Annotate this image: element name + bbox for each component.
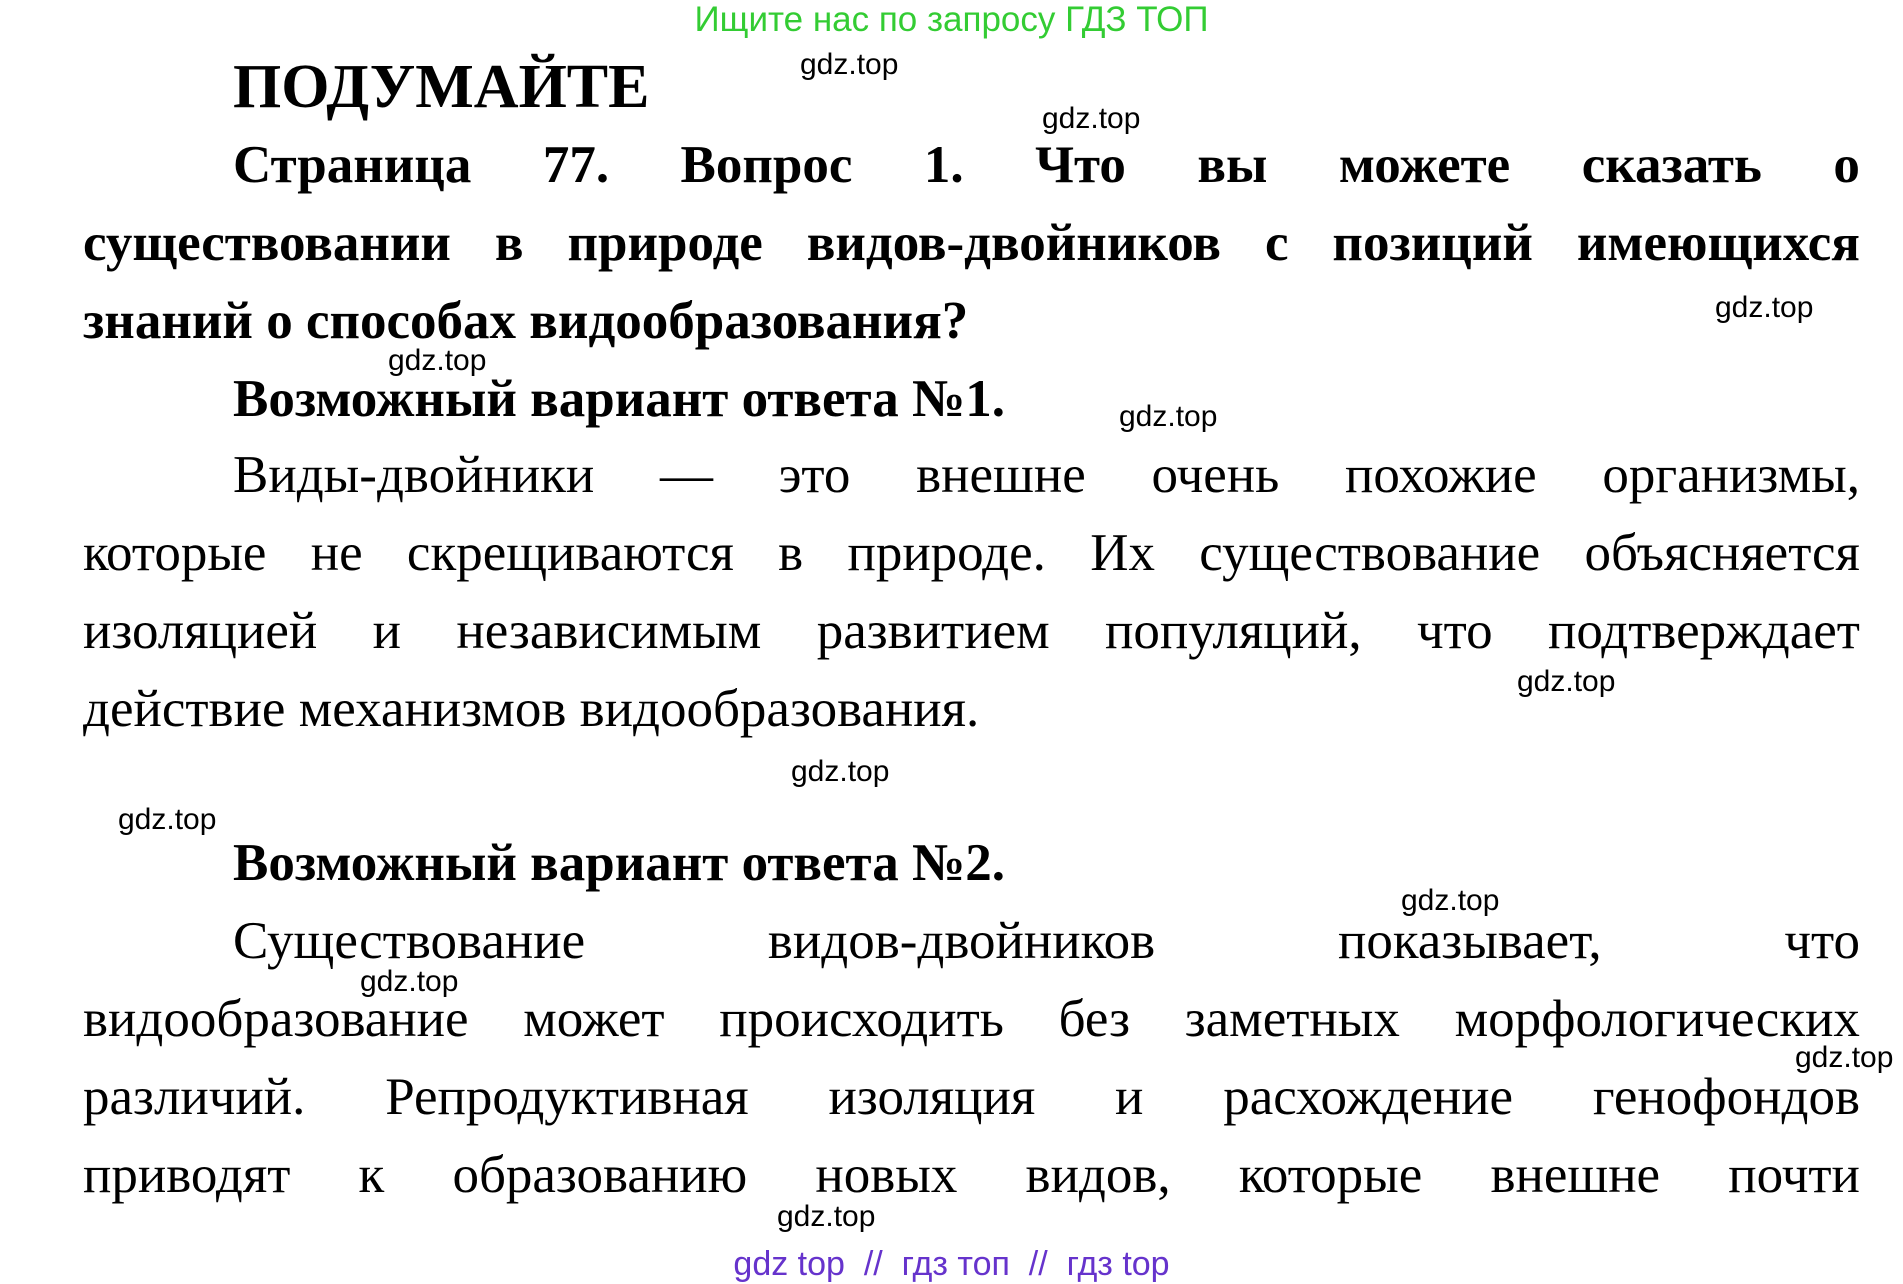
answer-2-line-3 (83, 1062, 1860, 1132)
word: Вопрос (680, 136, 853, 194)
watermark: gdz.top (1715, 291, 1814, 324)
watermark: gdz.top (800, 48, 899, 81)
word: Репродуктивная (385, 1068, 749, 1126)
word: новых (815, 1146, 958, 1204)
word: похожие (1344, 446, 1537, 504)
word: природе (567, 214, 763, 272)
word: независимым (456, 602, 762, 660)
answer-2-title: Возможный вариант ответа №2. (233, 834, 1005, 892)
word: образованию (452, 1146, 748, 1204)
word: это (778, 446, 851, 504)
word: сказать (1581, 136, 1762, 194)
word: Что (1035, 136, 1126, 194)
word: Страница (233, 136, 472, 194)
word: 1. (923, 136, 964, 194)
watermark: gdz.top (791, 755, 890, 788)
word: видообразование (83, 990, 469, 1048)
answer-1-line-4: действие механизмов видообразования. (83, 680, 980, 738)
word: позиций (1332, 214, 1533, 272)
answer-1-line-3 (83, 596, 1860, 666)
word: генофондов (1592, 1068, 1860, 1126)
word: изоляция (828, 1068, 1036, 1126)
question-line-3: знаний о способах видообразования? (83, 292, 969, 350)
word: природе. (847, 524, 1046, 582)
word: в (778, 524, 804, 582)
word: можете (1338, 136, 1511, 194)
word: без (1058, 990, 1131, 1048)
word: внешне (1490, 1146, 1661, 1204)
word: вы (1197, 136, 1268, 194)
word: видов-двойников (767, 912, 1156, 970)
answer-2-line-4 (83, 1140, 1860, 1210)
watermark: gdz.top (1119, 400, 1218, 433)
word: расхождение (1223, 1068, 1514, 1126)
word: Их (1090, 524, 1155, 582)
word: Виды-двойники (233, 446, 595, 504)
watermark: gdz.top (1795, 1041, 1894, 1074)
watermark: gdz.top (1401, 884, 1500, 917)
watermark: gdz.top (388, 344, 487, 377)
word: популяций, (1105, 602, 1362, 660)
bottom-banner: gdz top // гдз топ // гдз top (733, 1245, 1170, 1283)
word: Существование (233, 912, 586, 970)
word: показывает, (1337, 912, 1602, 970)
word: и (372, 602, 401, 660)
word: что (1784, 912, 1860, 970)
word: почти (1728, 1146, 1860, 1204)
word: что (1416, 602, 1493, 660)
question-line-1 (233, 130, 1860, 200)
word: которые (1238, 1146, 1423, 1204)
word: морфологических (1454, 990, 1860, 1048)
answer-1-title: Возможный вариант ответа №1. (233, 370, 1005, 428)
word: 77. (542, 136, 610, 194)
word: не (310, 524, 363, 582)
word: очень (1151, 446, 1280, 504)
word: подтверждает (1547, 602, 1860, 660)
watermark: gdz.top (1517, 665, 1616, 698)
word: может (523, 990, 665, 1048)
word: изоляцией (83, 602, 318, 660)
word: к (358, 1146, 385, 1204)
section-heading: ПОДУМАЙТЕ (233, 53, 650, 121)
word: внешне (916, 446, 1086, 504)
word: видов-двойников (806, 214, 1222, 272)
answer-1-line-1 (233, 440, 1860, 510)
watermark: gdz.top (1042, 102, 1141, 135)
word: различий. (83, 1068, 306, 1126)
word: объясняется (1584, 524, 1860, 582)
question-line-2 (83, 208, 1860, 278)
word: о (1833, 136, 1860, 194)
word: скрещиваются (406, 524, 734, 582)
word: приводят (83, 1146, 291, 1204)
word: заметных (1184, 990, 1400, 1048)
word: имеющихся (1576, 214, 1860, 272)
answer-2-line-1 (233, 906, 1860, 976)
word: в (494, 214, 524, 272)
answer-1-line-2 (83, 518, 1860, 588)
word: — (659, 446, 713, 504)
word: которые (83, 524, 267, 582)
word: происходить (719, 990, 1004, 1048)
word: и (1115, 1068, 1144, 1126)
watermark: gdz.top (360, 965, 459, 998)
word: с (1264, 214, 1289, 272)
word: существовании (83, 214, 451, 272)
answer-2-line-2 (83, 984, 1860, 1054)
word: развитием (816, 602, 1050, 660)
word: организмы, (1602, 446, 1860, 504)
top-banner: Ищите нас по запросу ГДЗ ТОП (694, 0, 1209, 39)
word: существование (1199, 524, 1541, 582)
watermark: gdz.top (777, 1200, 876, 1233)
watermark: gdz.top (118, 803, 217, 836)
word: видов, (1025, 1146, 1171, 1204)
